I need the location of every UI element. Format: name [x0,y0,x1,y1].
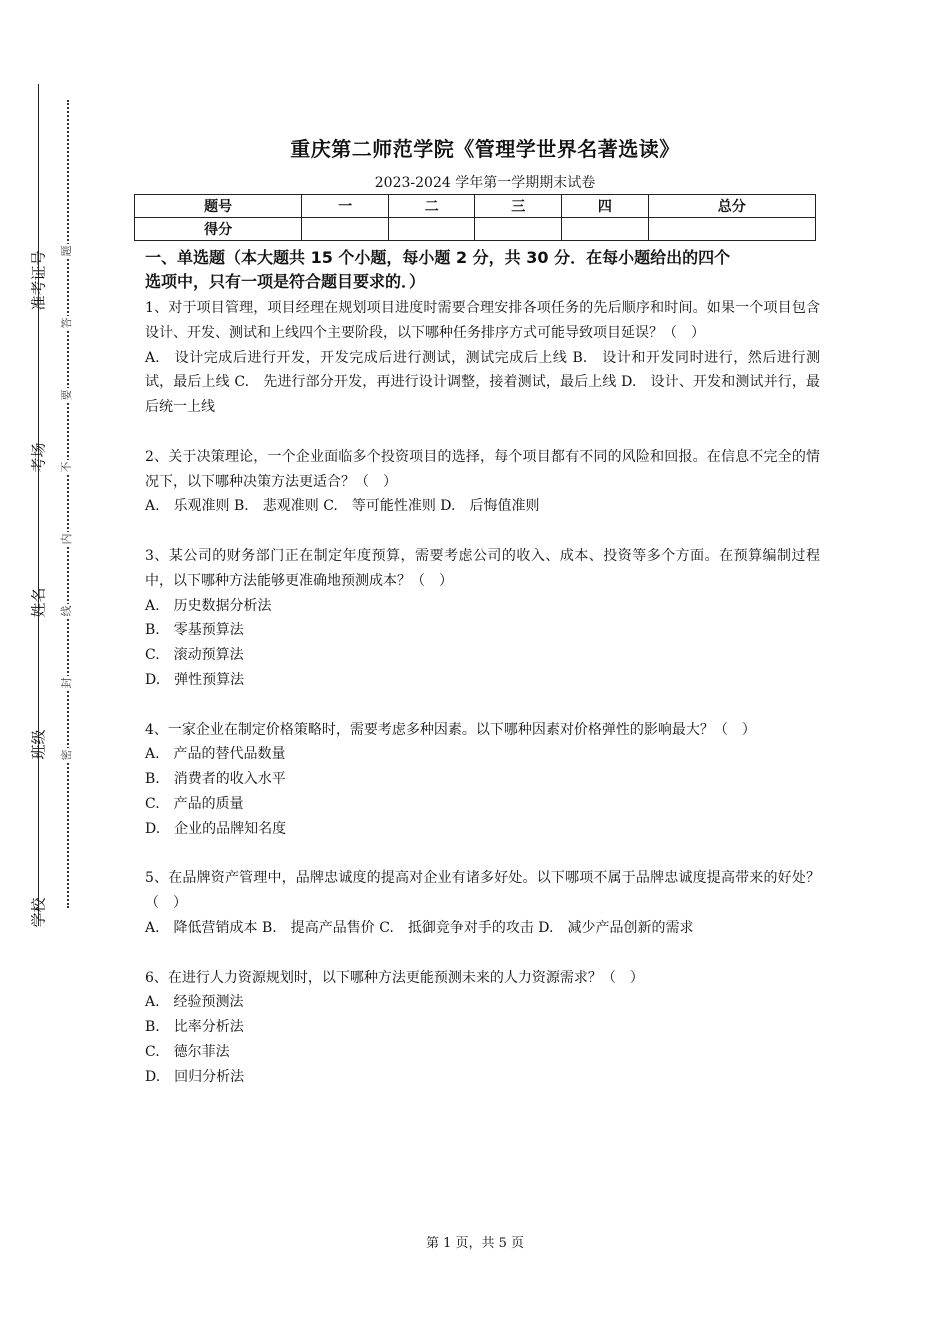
question-list [145,296,820,1114]
exam-title: 重庆第二师范学院《管理学世界名著选读》 [290,137,680,161]
question-option: A. 经验预测法 [145,994,244,1011]
question-stem: 2、关于决策理论，一个企业面临多个投资项目的选择，每个项目都有不同的风险和回报。在信息不完全的情况下，以下哪种决策方法更适合？（ ） [145,448,820,490]
question-1 [145,296,820,420]
margin-field-exam-room [20,425,56,485]
page-footer: 第 1 页，共 5 页 [425,1236,525,1251]
score-entry-cell[interactable] [562,218,649,241]
question-stem: 5、在品牌资产管理中，品牌忠诚度的提高对企业有诸多好处。以下哪项不属于品牌忠诚度提高带来的好处？（ ） [145,870,820,912]
question-option: B. 比率分析法 [145,1019,244,1036]
question-6 [145,966,820,1090]
seal-char: 线 [60,605,73,617]
score-entry-cell[interactable] [475,218,562,241]
section-heading [145,246,820,294]
margin-field-exam-id [20,240,56,340]
question-3 [145,544,820,693]
question-option: C. 滚动预算法 [145,647,244,664]
question-option: D. 企业的品牌知名度 [145,820,287,837]
score-table-header-row [135,195,816,218]
score-entry-cell[interactable] [648,218,815,241]
seal-char: 不 [60,461,73,473]
score-entry-cell[interactable] [388,218,475,241]
question-stem: 6、在进行人力资源规划时，以下哪种方法更能预测未来的人力资源需求？（ ） [145,969,644,986]
question-stem: 4、一家企业在制定价格策略时，需要考虑多种因素。以下哪种因素对价格弹性的影响最大？（ ） [145,721,756,738]
margin-field-label: 考场 [29,442,48,473]
margin-field-label: 姓名 [29,587,48,618]
question-2 [145,445,820,519]
question-option: D. 弹性预算法 [145,671,245,688]
section-heading-line: 一、单选题（本大题共 15 个小题，每小题 2 分，共 30 分．在每小题给出的四个 [145,248,731,267]
score-table [134,194,816,241]
seal-char: 密 [60,749,73,761]
score-table-cell: 二 [388,195,475,218]
question-options: A. 乐观准则 B. 悲观准则 C. 等可能性准则 D. 后悔值准则 [145,498,540,515]
margin-field-name [20,570,56,630]
seal-char: 内 [60,533,73,545]
question-option: A. 历史数据分析法 [145,597,272,614]
score-table-cell: 四 [562,195,649,218]
seal-char: 要 [60,389,73,401]
seal-dotted-line [67,100,69,908]
question-option: A. 产品的替代品数量 [145,746,286,763]
question-4 [145,718,820,842]
margin-field-class [20,712,56,772]
margin-field-label: 班级 [29,729,48,760]
margin-field-school [20,880,56,940]
question-option: C. 德尔菲法 [145,1043,230,1060]
seal-char: 题 [60,245,73,257]
score-entry-cell[interactable] [302,218,389,241]
score-table-cell: 总分 [648,195,815,218]
exam-subtitle: 2023-2024 学年第一学期期末试卷 [374,175,596,191]
margin-field-label: 学校 [29,897,48,928]
question-option: B. 消费者的收入水平 [145,771,286,788]
score-table-cell: 三 [475,195,562,218]
question-options: A. 降低营销成本 B. 提高产品售价 C. 抵御竞争对手的攻击 D. 减少产品创新的需求 [145,919,694,936]
seal-char: 答 [60,317,73,329]
question-option: C. 产品的质量 [145,795,244,812]
question-option: B. 零基预算法 [145,622,244,639]
score-table-cell: 题号 [135,195,302,218]
score-table-cell: 得分 [135,218,302,241]
margin-field-label: 准考证号 [29,250,48,311]
question-option: D. 回归分析法 [145,1068,245,1085]
score-table-score-row [135,218,816,241]
question-options: A. 设计完成后进行开发，开发完成后进行测试，测试完成后上线 B. 设计和开发同时进行，然后进行测试，最后上线 C. 先进行部分开发，再进行设计调整，接着测试，最后上线 D. 设计、开发和测试并行，最后统一上线 [145,349,820,416]
score-table-cell: 一 [302,195,389,218]
section-heading-line: 选项中，只有一项是符合题目要求的．） [145,272,426,291]
question-stem: 3、某公司的财务部门正在制定年度预算，需要考虑公司的收入、成本、投资等多个方面。在预算编制过程中，以下哪种方法能够更准确地预测成本？（ ） [145,547,820,589]
question-5 [145,866,820,940]
question-stem: 1、对于项目管理，项目经理在规划项目进度时需要合理安排各项任务的先后顺序和时间。如果一个项目包含设计、开发、测试和上线四个主要阶段，以下哪种任务排序方式可能导致项目延误？（ ） [145,300,820,341]
seal-char: 封 [60,677,73,689]
binding-margin-line [38,84,39,926]
